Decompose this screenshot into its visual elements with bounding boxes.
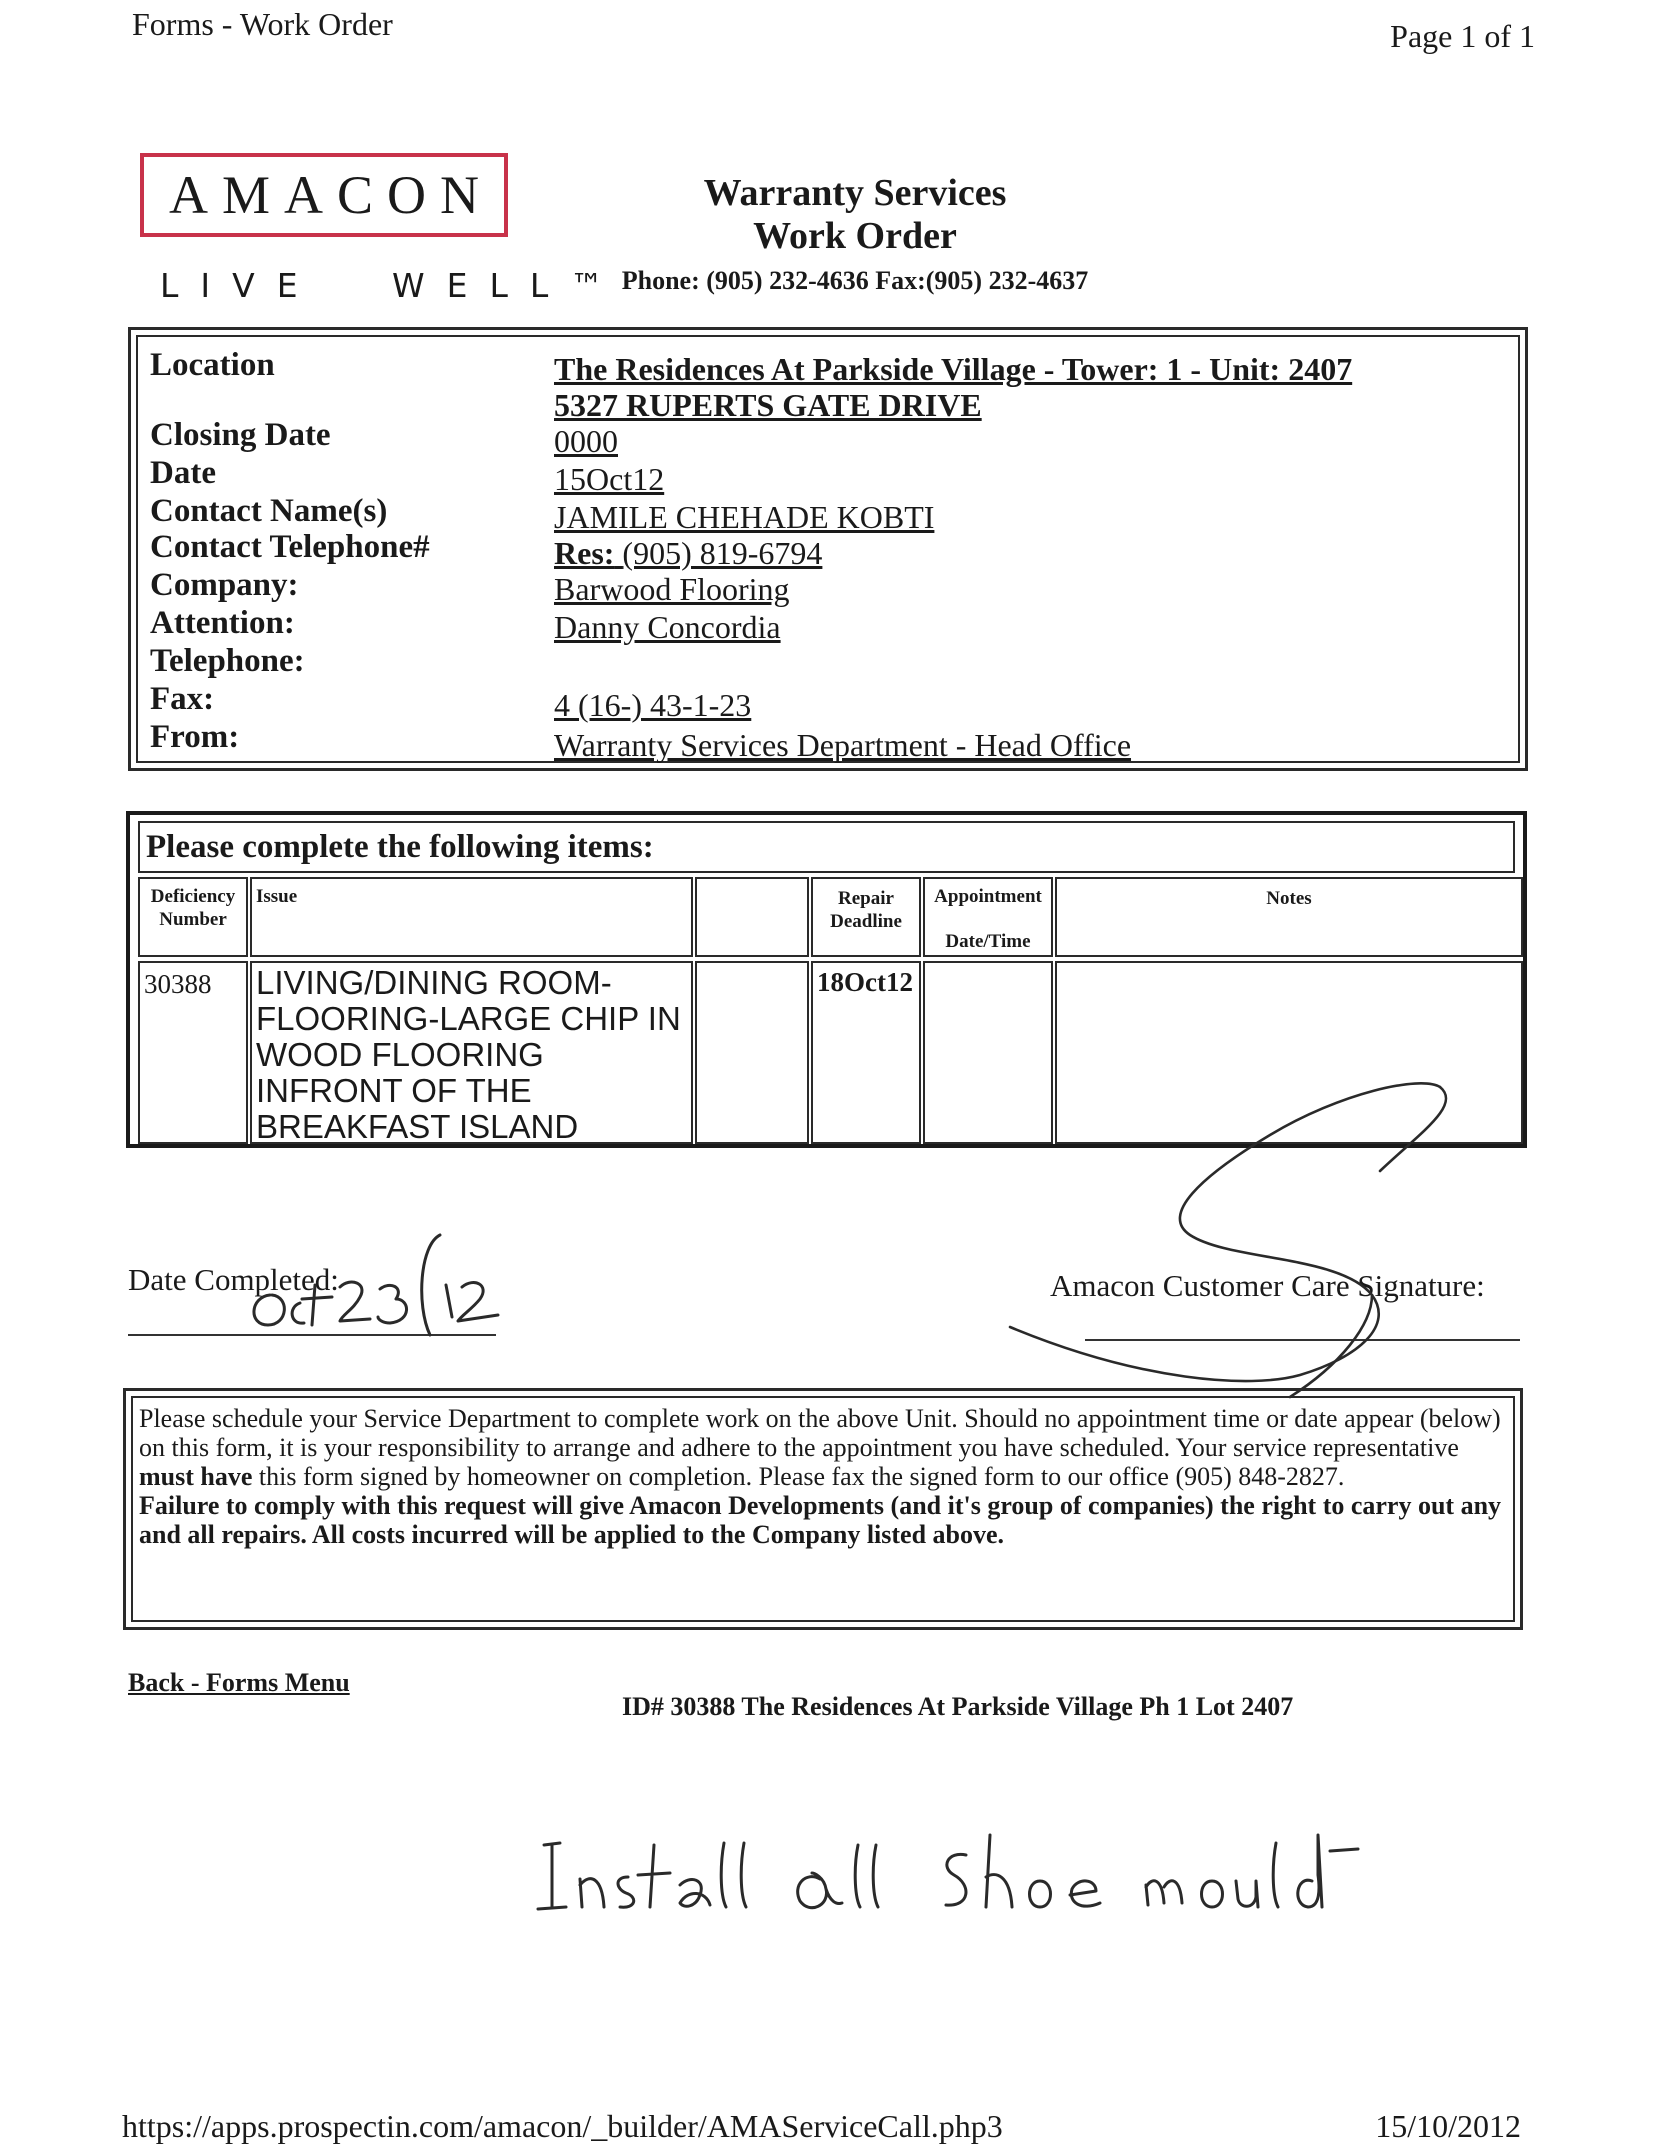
value-fax: 4 (16-) 43-1-23 — [554, 687, 752, 723]
value-contact-telephone — [554, 535, 822, 572]
handwritten-signature — [1000, 1075, 1460, 1405]
page-number: Page 1 of 1 — [1390, 18, 1535, 54]
notice-p1-b: this form signed by homeowner on completion. Please fax the signed form to our office (905) 848-2827. — [252, 1462, 1345, 1491]
amacon-logo: AMACON — [140, 153, 508, 237]
label-telephone: Telephone: — [150, 643, 305, 679]
label-date: Date — [150, 455, 216, 491]
value-contact-names: JAMILE CHEHADE KOBTI — [554, 499, 935, 535]
th-repair-deadline: Repair Deadline — [811, 877, 921, 957]
value-address: 5327 RUPERTS GATE DRIVE — [554, 387, 982, 423]
td-repair-deadline: 18Oct12 — [811, 961, 921, 1144]
notice-box — [123, 1388, 1523, 1630]
notice-p1-a: Please schedule your Service Department to complete work on the above Unit. Should no appointment time or date appear (below) on this form, it is your responsibility to arrange and adhere to the appointment you have scheduled. Your service representative — [139, 1404, 1501, 1462]
notice-paragraph-1 — [139, 1404, 1507, 1491]
label-closing-date: Closing Date — [150, 417, 331, 453]
location-info-box — [128, 327, 1528, 771]
back-forms-menu-link[interactable]: Back - Forms Menu — [128, 1668, 350, 1697]
label-location: Location — [150, 347, 275, 383]
label-contact-names: Contact Name(s) — [150, 493, 388, 529]
notice-paragraph-2: Failure to comply with this request will give Amacon Developments (and it's group of companies) the right to carry out any and all repairs. All costs incurred will be applied to the Company listed above. — [139, 1491, 1502, 1549]
value-date: 15Oct12 — [554, 461, 665, 497]
notice-p1-bold: must have — [139, 1462, 253, 1491]
print-date: 15/10/2012 — [1375, 2108, 1521, 2144]
value-res-prefix: Res: — [554, 535, 615, 571]
handwritten-date-completed — [240, 1225, 520, 1345]
source-url: https://apps.prospectin.com/amacon/_builder/AMAServiceCall.php3 — [122, 2108, 1003, 2144]
value-location: The Residences At Parkside Village - Tower: 1 - Unit: 2407 — [554, 351, 1353, 387]
th-blank — [695, 877, 809, 957]
date-completed-label: Date Completed: — [128, 1262, 339, 1297]
value-attention: Danny Concordia — [554, 609, 781, 645]
label-company: Company: — [150, 567, 299, 603]
th-appointment-datetime: Date/Time — [945, 931, 1031, 952]
value-closing-date: 0000 — [554, 423, 618, 459]
value-from: Warranty Services Department - Head Office — [554, 727, 1132, 763]
title-block — [560, 172, 1150, 296]
title-warranty-services: Warranty Services — [703, 172, 1007, 214]
td-blank — [695, 961, 809, 1144]
signature-label: Amacon Customer Care Signature: — [1050, 1268, 1485, 1303]
value-res-number: (905) 819-6794 — [622, 535, 823, 571]
logo-tagline: LIVE WELL™ — [160, 266, 626, 305]
location-info-inner — [136, 335, 1520, 763]
th-appointment — [923, 877, 1053, 957]
title-phone-fax: Phone: (905) 232-4636 Fax:(905) 232-4637 — [621, 266, 1089, 295]
value-company: Barwood Flooring — [554, 571, 790, 607]
th-deficiency-number: Deficiency Number — [138, 877, 248, 957]
label-fax: Fax: — [150, 681, 215, 717]
id-line: ID# 30388 The Residences At Parkside Village Ph 1 Lot 2407 — [622, 1692, 1294, 1721]
label-contact-telephone: Contact Telephone# — [150, 529, 430, 565]
td-deficiency-number: 30388 — [138, 961, 248, 1144]
items-title: Please complete the following items: — [138, 821, 1515, 873]
th-notes: Notes — [1055, 877, 1523, 957]
form-title: Forms - Work Order — [132, 6, 393, 42]
handwritten-note — [530, 1815, 1360, 1925]
title-work-order: Work Order — [753, 215, 957, 257]
th-appointment-label: Appointment — [934, 886, 1042, 907]
td-issue: LIVING/DINING ROOM-FLOORING-LARGE CHIP IN WOOD FLOORING INFRONT OF THE BREAKFAST ISLAND — [250, 961, 693, 1144]
notice-text — [131, 1396, 1515, 1622]
label-attention: Attention: — [150, 605, 295, 641]
label-from: From: — [150, 719, 240, 755]
th-issue: Issue — [250, 877, 693, 957]
